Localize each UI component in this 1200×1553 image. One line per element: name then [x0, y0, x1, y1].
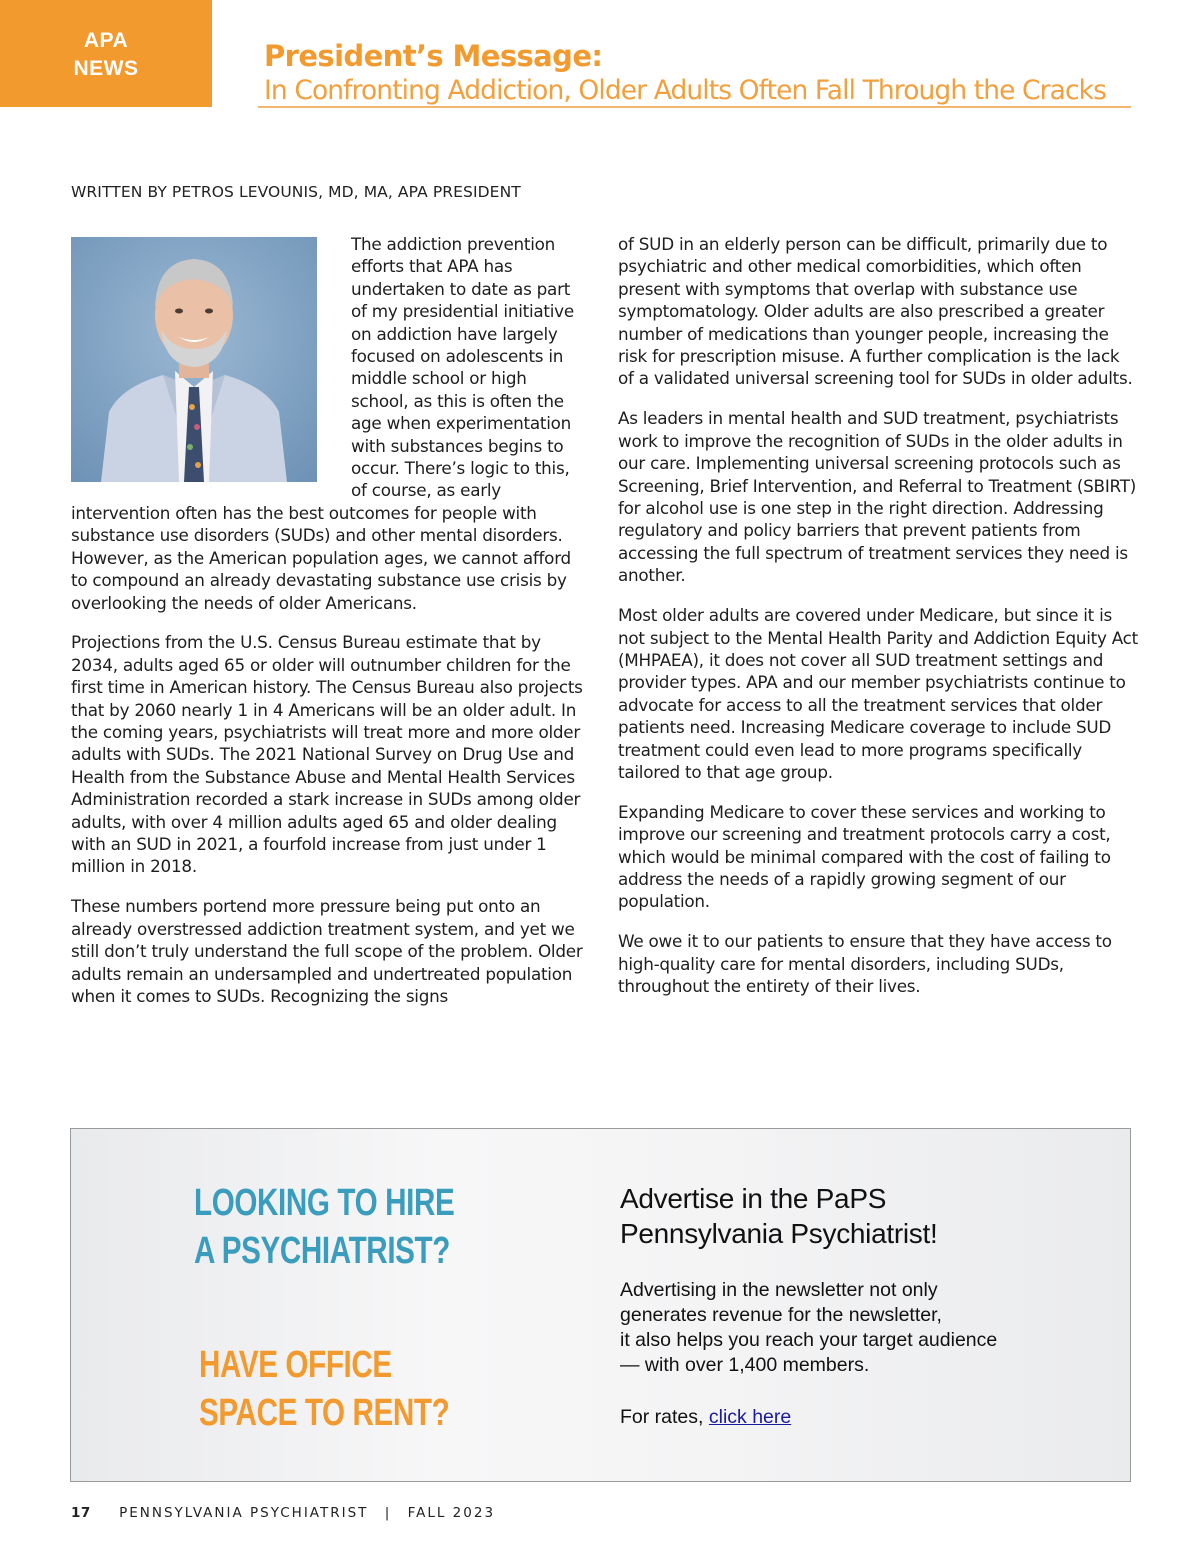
ad-hire-heading — [194, 1179, 522, 1275]
click-here-link[interactable]: click here — [708, 1406, 792, 1428]
paragraph: of SUD in an elderly person can be difficult, primarily due to psychiatric and other medical comorbidities, which often present with symptoms that overlap with substance use symptomatology. Older adults are also prescribed a greater number of medications than younger people, increasing the risk for prescription misuse. A further complication is the lack of a validated universal screening tool for SUDs in older adults. — [618, 234, 1133, 389]
ad-title — [620, 1181, 937, 1251]
advertisement-box — [70, 1128, 1131, 1482]
paragraph: The addiction prevention efforts that APA has undertaken to date as part of my presidential initiative on addiction have largely focused on adolescents in middle school or high school, as this is often the age when experimentation with substances begins to occur. There’s logic to this, of course, as early intervention often has the best outcomes for people with substance use disorders (SUDs) and other mental disorders. However, as the American population ages, we cannot afford to compound an already devastating substance use crisis by overlooking the needs of older Americans. — [71, 234, 574, 613]
ad-description-line: Advertising in the newsletter not only — [620, 1279, 938, 1301]
ad-hire-line1: LOOKING TO HIRE — [194, 1182, 455, 1224]
footer-separator: | — [384, 1505, 392, 1521]
paragraph: We owe it to our patients to ensure that they have access to high-quality care for mental disorders, including SUDs, throughout the entirety of their lives. — [618, 931, 1112, 997]
left-column — [71, 233, 586, 1025]
headline-divider — [258, 106, 1131, 108]
ad-rates — [620, 1406, 791, 1429]
paragraph: Most older adults are covered under Medicare, but since it is not subject to the Mental Health Parity and Addiction Equity Act (MHPAEA), it does not cover all SUD treatment settings and provider types. APA and our member psychiatrists continue to advocate for access to all the treatment services that older patients need. Increasing Medicare coverage to include SUD treatment could even lead to more programs specifically tailored to that age group. — [618, 605, 1138, 782]
ad-office-line1: HAVE OFFICE — [199, 1344, 392, 1386]
paragraph: These numbers portend more pressure being put onto an already overstressed addiction treatment system, and yet we still don’t truly understand the full scope of the problem. Older adults remain an undersampled and undertreated population when it comes to SUDs. Recognizing the signs — [71, 896, 583, 1006]
ad-rates-label: For rates, — [620, 1406, 709, 1428]
issue-date: FALL 2023 — [407, 1505, 496, 1521]
paragraph: As leaders in mental health and SUD treatment, psychiatrists work to improve the recognition of SUDs in the older adults in our care. Implementing universal screening protocols such as Screening, Brief Intervention, and Referral to Treatment (SBIRT) for alcohol use is one step in the right direction. Addressing regulatory and policy barriers that prevent patients from accessing the full spectrum of treatment services they need is another. — [618, 408, 1136, 586]
ad-description-line: generates revenue for the newsletter, — [620, 1304, 942, 1326]
section-tag-line2: NEWS — [73, 57, 139, 80]
page-number: 17 — [71, 1505, 91, 1521]
section-tag — [0, 0, 212, 107]
ad-title-line2: Pennsylvania Psychiatrist! — [620, 1218, 938, 1249]
ad-title-line1: Advertise in the PaPS — [620, 1183, 887, 1214]
author-photo — [71, 237, 317, 482]
right-column — [618, 233, 1138, 1015]
article-headline — [264, 38, 1134, 108]
ad-description-line: — with over 1,400 members. — [620, 1354, 870, 1376]
section-tag-line1: APA — [83, 29, 129, 52]
ad-description-line: it also helps you reach your target audience — [620, 1329, 998, 1351]
page-footer — [71, 1505, 495, 1521]
article-subtitle: In Confronting Addiction, Older Adults Often Fall Through the Cracks — [264, 75, 1107, 106]
ad-office-heading — [199, 1341, 527, 1437]
byline: WRITTEN BY PETROS LEVOUNIS, MD, MA, APA PRESIDENT — [71, 183, 521, 201]
author-portrait-image — [71, 237, 317, 482]
publication-name: PENNSYLVANIA PSYCHIATRIST — [119, 1505, 369, 1521]
paragraph: Projections from the U.S. Census Bureau estimate that by 2034, adults aged 65 or older will outnumber children for the first time in American history. The Census Bureau also projects that by 2060 nearly 1 in 4 Americans will be an older adult. In the coming years, psychiatrists will treat more and more older adults with SUDs. The 2021 National Survey on Drug Use and Health from the Substance Abuse and Mental Health Services Administration recorded a stark increase in SUDs among older adults, with over 4 million adults aged 65 and older dealing with an SUD in 2021, a fourfold increase from just under 1 million in 2018. — [71, 632, 583, 877]
article-title: President’s Message: — [264, 39, 603, 73]
paragraph: Expanding Medicare to cover these services and working to improve our screening and treatment protocols carry a cost, which would be minimal compared with the cost of failing to address the needs of a rapidly growing segment of our population. — [618, 801, 1111, 912]
ad-description — [620, 1278, 997, 1378]
ad-office-line2: SPACE TO RENT? — [199, 1392, 450, 1434]
ad-hire-line2: A PSYCHIATRIST? — [194, 1230, 450, 1272]
